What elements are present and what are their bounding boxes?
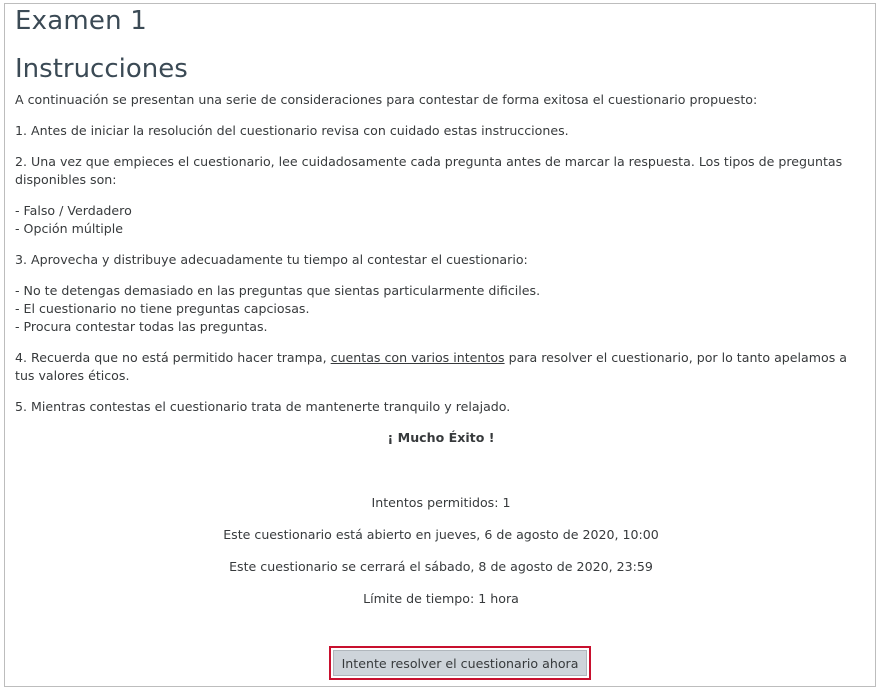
- instruction-item-3: 3. Aprovecha y distribuye adecuadamente tu tiempo al contestar el cuestionario:: [15, 252, 528, 267]
- attempt-button-highlight: [329, 646, 591, 680]
- instructions-body: [15, 91, 867, 460]
- quiz-open-date: Este cuestionario está abierto en jueves, 6 de agosto de 2020, 10:00: [223, 527, 659, 542]
- quiz-close-date: Este cuestionario se cerrará el sábado, 8 de agosto de 2020, 23:59: [229, 559, 653, 574]
- instruction-item-5: 5. Mientras contestas el cuestionario trata de mantenerte tranquilo y relajado.: [15, 399, 511, 414]
- list-item: - El cuestionario no tiene preguntas capciosas.: [15, 301, 310, 316]
- attempt-quiz-button[interactable]: Intente resolver el cuestionario ahora: [333, 650, 587, 676]
- quiz-title: Examen 1: [15, 6, 147, 36]
- list-item: - Procura contestar todas las preguntas.: [15, 319, 268, 334]
- instruction-item-2: 2. Una vez que empieces el cuestionario, lee cuidadosamente cada pregunta antes de marcar la respuesta. Los tipos de preguntas disponibles son:: [15, 154, 843, 187]
- time-limit: Límite de tiempo: 1 hora: [363, 591, 519, 606]
- instructions-heading: Instrucciones: [15, 54, 188, 84]
- instructions-intro: A continuación se presentan una serie de consideraciones para contestar de forma exitosa el cuestionario propuesto:: [15, 92, 758, 107]
- list-item: - Falso / Verdadero: [15, 203, 132, 218]
- instruction-item-4: 4. Recuerda que no está permitido hacer trampa, cuentas con varios intentos para resolver el cuestionario, por lo tanto apelamos a tus valores éticos.: [15, 350, 847, 383]
- question-types-list: [15, 202, 867, 238]
- list-item: - Opción múltiple: [15, 221, 123, 236]
- attempts-allowed: Intentos permitidos: 1: [371, 495, 511, 510]
- closing-message: ¡ Mucho Éxito !: [387, 430, 495, 445]
- list-item: - No te detengas demasiado en las preguntas que sientas particularmente dificiles.: [15, 283, 541, 298]
- tips-list: [15, 282, 867, 336]
- instruction-item-1: 1. Antes de iniciar la resolución del cuestionario revisa con cuidado estas instrucciones.: [15, 123, 569, 138]
- attempts-link[interactable]: cuentas con varios intentos: [330, 350, 505, 365]
